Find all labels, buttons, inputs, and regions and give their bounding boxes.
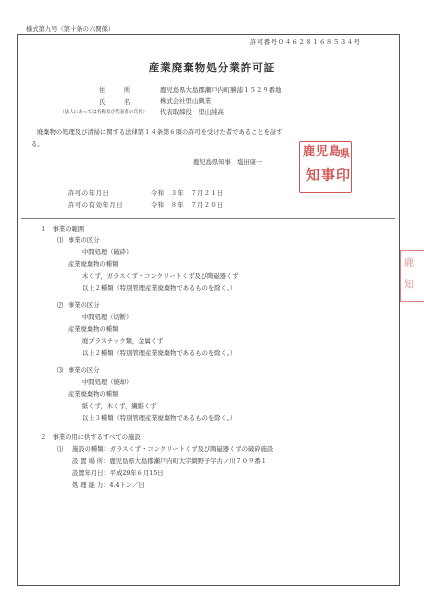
facility-line: 設置年月日：平成29年６月15日 [72, 470, 164, 477]
name-label-1: 氏 [99, 99, 106, 106]
item-line: 廃プラスチック類，金属くず [82, 338, 164, 345]
representative-name: 代表取締役 里山純高 [160, 108, 224, 116]
address-label-2: 所 [124, 87, 131, 94]
address-label-1: 住 [99, 87, 106, 94]
seal-char: 鹿 [404, 258, 414, 269]
permit-date-value: 令和 ３年 ７月２１日 [151, 190, 224, 197]
issuer-name: 鹿児島県知事 塩田康一 [193, 159, 263, 166]
governor-seal [299, 141, 352, 193]
certification-statement-line-1: 廃棄物の処理及び清掃に関する法律第１４条第６項の許可を受けた者であることを証す [37, 129, 283, 136]
item-line: 中間処理（切断） [82, 314, 133, 321]
section-2-heading: ２ 事業の用に供するすべての施設 [40, 434, 141, 441]
seal-char: 事 [321, 168, 335, 184]
facility-line: 施設の種類：ガラスくず・コンクリートくず及び陶磁器くずの破砕施設 [72, 446, 274, 453]
seal-char: 島 [329, 144, 342, 158]
permit-number: 許可番号０４６２８１６８５３４号 [250, 38, 361, 46]
item-number: ⑵ [57, 302, 64, 309]
facility-line: 設 置 場 所：鹿児島県大島郡瀬戸内町大字網野子字古ノ川７０９番１ [72, 458, 267, 465]
item-line: 産業廃棄物の種類 [68, 326, 119, 333]
seal-char: 児 [316, 144, 329, 158]
corporate-name-note: （法人にあっては名称及び代表者の氏名） [60, 110, 148, 115]
seal-char: 知 [404, 280, 414, 291]
item-line: 紙くず，木くず，繊維くず [82, 403, 157, 410]
item-line: 以上２種類（特別管理産業廃棄物であるものを除く。） [82, 350, 237, 357]
seal-char: 鹿 [303, 144, 316, 158]
section-divider [21, 218, 395, 219]
address-value: 鹿児島県大島郡瀬戸内町勝浦１５２９番地 [160, 86, 282, 94]
company-name: 株式会社里山興業 [160, 97, 212, 105]
item-number: ⑴ [57, 446, 64, 453]
section-1-heading: １ 事業の範囲 [40, 226, 85, 233]
seal-char: 知 [306, 168, 320, 184]
item-line: 事業の区分 [68, 237, 100, 244]
item-line: 中間処理（焼却） [82, 379, 133, 386]
form-number: 様式第九号（第十条の六関係） [26, 26, 115, 33]
item-line: 以上２種類（特別管理産業廃棄物であるものを除く。） [82, 285, 237, 292]
seal-char: 印 [336, 168, 350, 184]
item-number: ⑶ [57, 367, 64, 374]
seal-char: 県 [340, 149, 350, 160]
item-line: 事業の区分 [68, 302, 100, 309]
expiry-date-label: 許可の有効年月日 [68, 202, 124, 209]
item-line: 以上３種類（特別管理産業廃棄物であるものを除く。） [82, 415, 237, 422]
expiry-date-value: 令和 ８年 ７月２０日 [151, 202, 224, 209]
document-title: 産業廃棄物処分業許可証 [148, 62, 276, 74]
document-frame [17, 34, 400, 586]
certification-statement-line-2: る。 [31, 141, 44, 148]
permit-date-label: 許可の年月日 [68, 190, 110, 197]
item-line: 産業廃棄物の種類 [68, 391, 119, 398]
item-line: 木くず，ガラスくず・コンクリートくず及び陶磁器くず [82, 273, 239, 280]
item-line: 中間処理（破砕） [82, 249, 133, 256]
item-line: 事業の区分 [68, 367, 100, 374]
item-number: ⑴ [57, 237, 64, 244]
name-label-2: 名 [124, 99, 131, 106]
item-line: 産業廃棄物の種類 [68, 261, 119, 268]
edge-seal [400, 250, 424, 302]
facility-line: 処 理 能 力：4.4トン／日 [72, 482, 145, 489]
